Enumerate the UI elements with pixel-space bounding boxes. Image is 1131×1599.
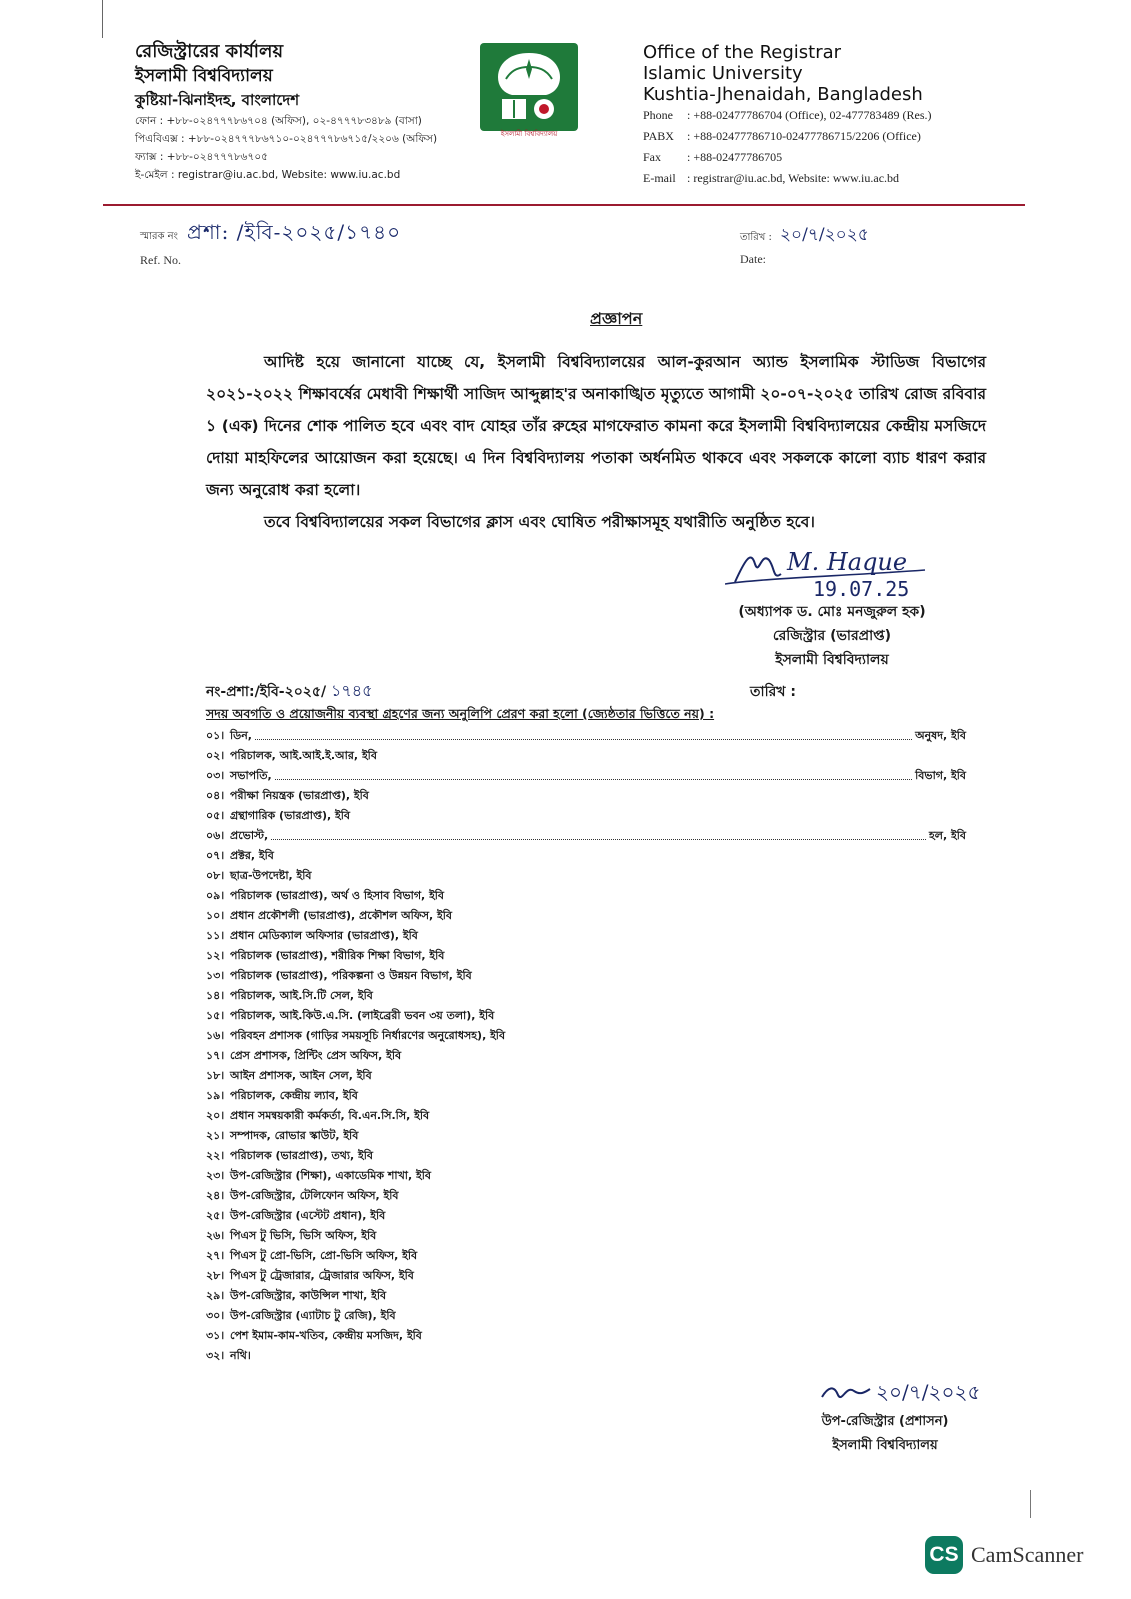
item-text: পরিচালক, আই.আই.ই.আর, ইবি xyxy=(230,749,377,762)
copy-to-item xyxy=(206,766,966,786)
item-number: ২৯। xyxy=(206,1289,225,1302)
item-text: ছাত্র-উপদেষ্টা, ইবি xyxy=(230,869,312,882)
item-number: ১৫। xyxy=(206,1009,225,1022)
item-tail: হল, ইবি xyxy=(929,829,966,842)
email-en: E-mail : registrar@iu.ac.bd, Website: www.iu.ac.bd xyxy=(643,171,900,185)
copy-to-item xyxy=(206,826,966,846)
item-number: ২২। xyxy=(206,1149,225,1162)
page-edge-line xyxy=(1030,1490,1031,1518)
copy-to-item xyxy=(206,1186,966,1206)
item-text: পরিবহন প্রশাসক (গাড়ির সময়সূচি নির্ধারণের অনুরোধসহ), ইবি xyxy=(230,1029,506,1042)
seal-caption: ইসলামী বিশ্ববিদ্যালয় xyxy=(500,130,558,138)
university-name-bn: ইসলামী বিশ্ববিদ্যালয় xyxy=(135,66,273,86)
body-paragraph: তবে বিশ্ববিদ্যালয়ের সকল বিভাগের ক্লাস এবং ঘোষিত পরীক্ষাসমূহ যথারীতি অনুষ্ঠিত হবে। xyxy=(264,513,815,531)
page-edge-line xyxy=(102,0,103,38)
copy-to-item xyxy=(206,986,966,1006)
copy-to-item xyxy=(206,906,966,926)
item-number: ০৫। xyxy=(206,809,225,822)
copy-to-item xyxy=(206,1306,966,1326)
copy-to-item xyxy=(206,1286,966,1306)
university-name-en: Islamic University xyxy=(643,63,803,84)
signatory2-block xyxy=(795,1410,975,1458)
copy-to-item xyxy=(206,926,966,946)
item-number: ০১। xyxy=(206,729,225,742)
item-number: ২১। xyxy=(206,1129,225,1142)
copy-to-item xyxy=(206,866,966,886)
item-text: পরিচালক (ভারপ্রাপ্ত), পরিকল্পনা ও উন্নয়ন বিভাগ, ইবি xyxy=(230,969,472,982)
copy-to-item xyxy=(206,1246,966,1266)
item-tail: অনুষদ, ইবি xyxy=(915,729,966,742)
copy-to-item xyxy=(206,946,966,966)
item-number: ২৭। xyxy=(206,1249,225,1262)
memo-number: নং-প্রশা:/ইবি-২০২৫/ ১৭৪৫ xyxy=(206,681,373,700)
item-text: সভাপতি, xyxy=(230,769,272,782)
date-value: ২০/৭/২০২৫ xyxy=(779,225,869,245)
item-number: ১৯। xyxy=(206,1089,225,1102)
item-number: ১৪। xyxy=(206,989,225,1002)
item-text: পরিচালক (ভারপ্রাপ্ত), তথ্য, ইবি xyxy=(230,1149,374,1162)
item-number: ৩২। xyxy=(206,1349,225,1362)
header-divider xyxy=(103,204,1025,206)
item-tail: বিভাগ, ইবি xyxy=(915,769,966,782)
item-text: প্রধান মেডিক্যাল অফিসার (ভারপ্রাপ্ত), ইবি xyxy=(230,929,418,942)
signatory2-designation: উপ-রেজিস্ট্রার (প্রশাসন) xyxy=(821,1414,949,1429)
copy-to-item xyxy=(206,1326,966,1346)
item-number: ২৮। xyxy=(206,1269,225,1282)
signature-date: 19.07.25 xyxy=(813,577,910,600)
memo-value: ১৭৪৫ xyxy=(330,681,373,700)
item-number: ৩১। xyxy=(206,1329,225,1342)
copy-to-item xyxy=(206,1106,966,1126)
item-number: ০৬। xyxy=(206,829,225,842)
location-en: Kushtia-Jhenaidah, Bangladesh xyxy=(643,84,923,105)
item-number: ২০। xyxy=(206,1109,225,1122)
item-number: ২৩। xyxy=(206,1169,225,1182)
signatory-block xyxy=(712,600,952,672)
item-text: প্রেস প্রশাসক, প্রিন্টিং প্রেস অফিস, ইবি xyxy=(230,1049,402,1062)
letterhead-english xyxy=(643,42,1003,189)
item-text: গ্রন্থাগারিক (ভারপ্রাপ্ত), ইবি xyxy=(230,809,350,822)
notice-body xyxy=(206,346,986,538)
item-text: প্রধান প্রকৌশলী (ভারপ্রাপ্ত), প্রকৌশল অফিস, ইবি xyxy=(230,909,453,922)
item-number: ০৮। xyxy=(206,869,225,882)
signature-name: M. Haque xyxy=(787,548,908,576)
item-text: প্রক্টর, ইবি xyxy=(230,849,274,862)
body-paragraph: আদিষ্ট হয়ে জানানো যাচ্ছে যে, ইসলামী বিশ্ববিদ্যালয়ের আল-কুরআন অ্যান্ড ইসলামিক স্টাডিজ বিভাগের ২০২১-২০২২ শিক্ষাবর্ষের মেধাবী শিক্ষার্থী সাজিদ আব্দুল্লাহ'র অনাকাঙ্খিত মৃত্যুতে আগামী ২০-০৭-২০২৫ তারিখ রোজ রবিবার ১ (এক) দিনের শোক পালিত হবে এবং বাদ যোহর তাঁর রুহের মাগফেরাত কামনা করে ইসলামী বিশ্ববিদ্যালয়ের কেন্দ্রীয় মসজিদে দোয়া মাহফিলের আয়োজন করা হয়েছে। এ দিন বিশ্ববিদ্যালয় পতাকা অর্ধনমিত থাকবে এবং সকলকে কালো ব্যাচ ধারণ করার জন্য অনুরোধ করা হলো। xyxy=(206,353,986,499)
item-number: ১১। xyxy=(206,929,225,942)
copy-to-item xyxy=(206,1026,966,1046)
reference-number: স্মারক নং প্রশা: /ইবি-২০২৫/১৭৪০ Ref. No. xyxy=(140,220,402,267)
copy-to-heading: সদয় অবগতি ও প্রয়োজনীয় ব্যবস্থা গ্রহণের জন্য অনুলিপি প্রেরণ করা হলো (জ্যেষ্ঠতার ভিত্তিতে নয়) : xyxy=(206,706,715,721)
notice-title: প্রজ্ঞাপন xyxy=(590,309,643,328)
item-number: ০২। xyxy=(206,749,225,762)
copy-to-item xyxy=(206,746,966,766)
item-number: ১৩। xyxy=(206,969,225,982)
dotted-leader xyxy=(271,826,926,840)
copy-to-item xyxy=(206,886,966,906)
copy-to-item xyxy=(206,1166,966,1186)
item-text: নথি। xyxy=(230,1349,251,1362)
pabx-bn: পিএবিএক্স : +৮৮-০২৪৭৭৭৮৬৭১০-০২৪৭৭৭৮৬৭১৫/২২০৬ (অফিস) xyxy=(135,133,438,145)
item-text: পরিচালক (ভারপ্রাপ্ত), অর্থ ও হিসাব বিভাগ, ইবি xyxy=(230,889,445,902)
copy-to-item xyxy=(206,1126,966,1146)
dotted-leader xyxy=(275,766,912,780)
item-text: উপ-রেজিস্ট্রার, কাউন্সিল শাখা, ইবি xyxy=(230,1289,387,1302)
item-number: ০৪। xyxy=(206,789,225,802)
item-text: পিএস টু ট্রেজারার, ট্রেজারার অফিস, ইবি xyxy=(230,1269,414,1282)
phone-bn: ফোন : +৮৮-০২৪৭৭৭৮৬৭০৪ (অফিস), ০২-৪৭৭৭৮৩৪৮৯ (বাসা) xyxy=(135,115,422,127)
office-name-bn: রেজিস্ট্রারের কার্যালয় xyxy=(135,41,284,62)
copy-to-item xyxy=(206,1346,966,1366)
item-number: ১৬। xyxy=(206,1029,225,1042)
item-text: পরিচালক, আই.সি.টি সেল, ইবি xyxy=(230,989,373,1002)
copy-to-item xyxy=(206,846,966,866)
item-text: পরীক্ষা নিয়ন্ত্রক (ভারপ্রাপ্ত), ইবি xyxy=(230,789,369,802)
letter-date: তারিখ : ২০/৭/২০২৫ Date: xyxy=(740,225,869,266)
copy-to-item xyxy=(206,1146,966,1166)
copy-to-item xyxy=(206,1086,966,1106)
item-text: সম্পাদক, রোভার স্কাউট, ইবি xyxy=(230,1129,359,1142)
copy-to-item xyxy=(206,1206,966,1226)
item-text: পিএস টু প্রো-ভিসি, প্রো-ভিসি অফিস, ইবি xyxy=(230,1249,418,1262)
copy-to-item xyxy=(206,806,966,826)
item-text: আইন প্রশাসক, আইন সেল, ইবি xyxy=(230,1069,372,1082)
handwritten-initial xyxy=(820,1373,995,1413)
item-text: পরিচালক, আই.কিউ.এ.সি. (লাইব্রেরী ভবন ৩য় তলা), ইবি xyxy=(230,1009,495,1022)
fax-en: Fax : +88-02477786705 xyxy=(643,150,783,164)
copy-to-item xyxy=(206,726,966,746)
item-number: ০৩। xyxy=(206,769,225,782)
pabx-en: PABX : +88-02477786710-02477786715/2206 (Office) xyxy=(643,129,921,143)
copy-to-item xyxy=(206,1046,966,1066)
item-number: ১৭। xyxy=(206,1049,225,1062)
signatory-name: (অধ্যাপক ড. মোঃ মনজুরুল হক) xyxy=(738,604,926,620)
office-name-en: Office of the Registrar xyxy=(643,42,842,63)
camscanner-logo-icon: CS xyxy=(925,1536,963,1574)
item-number: ২৪। xyxy=(206,1189,225,1202)
item-text: প্রধান সমন্বয়কারী কর্মকর্তা, বি.এন.সি.সি, ইবি xyxy=(230,1109,430,1122)
copy-to-item xyxy=(206,1226,966,1246)
item-number: ০৯। xyxy=(206,889,225,902)
location-bn: কুষ্টিয়া-ঝিনাইদহ, বাংলাদেশ xyxy=(135,91,300,109)
handwritten-signature xyxy=(725,540,955,600)
item-number: ৩০। xyxy=(206,1309,225,1322)
item-number: ২৫। xyxy=(206,1209,225,1222)
item-number: ১৮। xyxy=(206,1069,225,1082)
signatory2-university: ইসলামী বিশ্ববিদ্যালয় xyxy=(832,1438,938,1453)
copy-to-list xyxy=(206,726,966,1366)
reference-value: প্রশা: /ইবি-২০২৫/১৭৪০ xyxy=(187,220,402,244)
camscanner-text: CamScanner xyxy=(971,1542,1084,1567)
email-bn: ই-মেইল : registrar@iu.ac.bd, Website: www.iu.ac.bd xyxy=(135,169,401,181)
item-text: উপ-রেজিস্ট্রার, টেলিফোন অফিস, ইবি xyxy=(230,1189,399,1202)
item-text: পরিচালক (ভারপ্রাপ্ত), শরীরিক শিক্ষা বিভাগ, ইবি xyxy=(230,949,445,962)
camscanner-watermark xyxy=(925,1536,1083,1574)
initial-date: ২০/৭/২০২৫ xyxy=(876,1380,981,1404)
copy-to-item xyxy=(206,966,966,986)
item-text: পরিচালক, কেন্দ্রীয় ল্যাব, ইবি xyxy=(230,1089,358,1102)
copy-to-item xyxy=(206,1006,966,1026)
item-text: পেশ ইমাম-কাম-খতিব, কেন্দ্রীয় মসজিদ, ইবি xyxy=(230,1329,422,1342)
copy-to-item xyxy=(206,786,966,806)
copy-to-item xyxy=(206,1066,966,1086)
item-number: ০৭। xyxy=(206,849,225,862)
item-text: উপ-রেজিস্ট্রার (এস্টেট প্রধান), ইবি xyxy=(230,1209,386,1222)
fax-bn: ফ্যাক্স : +৮৮-০২৪৭৭৭৮৬৭০৫ xyxy=(135,151,268,163)
signatory-university: ইসলামী বিশ্ববিদ্যালয় xyxy=(775,652,889,668)
item-text: প্রভোস্ট, xyxy=(230,829,269,842)
item-text: ডিন, xyxy=(230,729,252,742)
item-text: উপ-রেজিস্ট্রার (শিক্ষা), একাডেমিক শাখা, ইবি xyxy=(230,1169,431,1182)
item-number: ১০। xyxy=(206,909,225,922)
signatory-designation: রেজিস্ট্রার (ভারপ্রাপ্ত) xyxy=(772,628,892,644)
dotted-leader xyxy=(255,726,912,740)
phone-en: Phone : +88-02477786704 (Office), 02-477783489 (Res.) xyxy=(643,108,932,122)
letterhead-bengali xyxy=(135,40,455,184)
memo-date-label: তারিখ : xyxy=(750,684,796,700)
item-number: ১২। xyxy=(206,949,225,962)
item-text: পিএস টু ভিসি, ভিসি অফিস, ইবি xyxy=(230,1229,377,1242)
item-text: উপ-রেজিস্ট্রার (এ্যাটাচ টু রেজি), ইবি xyxy=(230,1309,396,1322)
item-number: ২৬। xyxy=(206,1229,225,1242)
copy-to-item xyxy=(206,1266,966,1286)
